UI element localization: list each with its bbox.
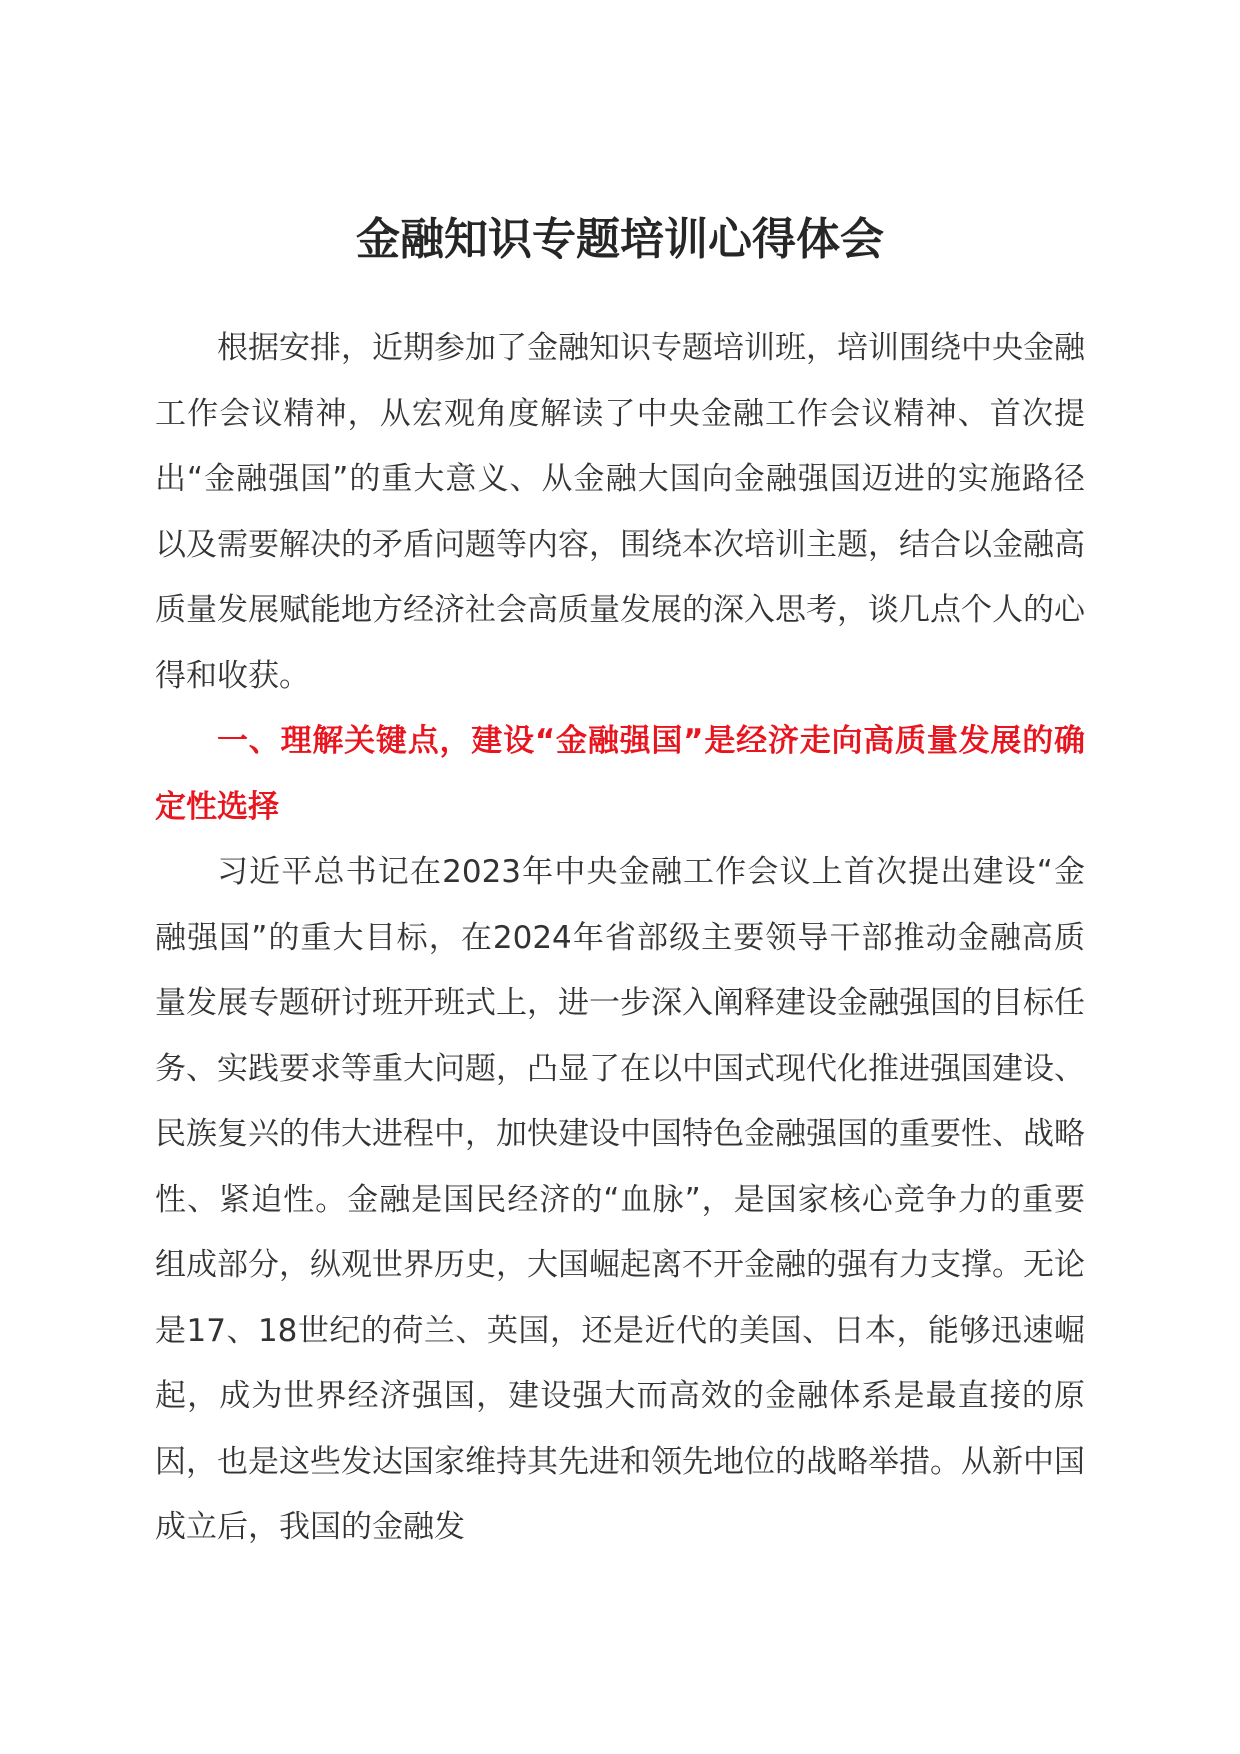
document-title: 金融知识专题培训心得体会 [356, 214, 884, 265]
section-heading-1: 一、理解关键点，建设“金融强国”是经济走向高质量发展的确定性选择 [155, 723, 1085, 825]
document-body [155, 316, 1085, 1561]
paragraph-intro: 根据安排，近期参加了金融知识专题培训班，培训围绕中央金融工作会议精神，从宏观角度解读了中央金融工作会议精神、首次提出“金融强国”的重大意义、从金融大国向金融强国迈进的实施路径以及需要解决的矛盾问题等内容，围绕本次培训主题，结合以金融高质量发展赋能地方经济社会高质量发展的深入思考，谈几点个人的心得和收获。 [155, 330, 1085, 694]
paragraph-section-1: 习近平总书记在2023年中央金融工作会议上首次提出建设“金融强国”的重大目标，在2024年省部级主要领导干部推动金融高质量发展专题研讨班开班式上，进一步深入阐释建设金融强国的目标任务、实践要求等重大问题，凸显了在以中国式现代化推进强国建设、民族复兴的伟大进程中，加快建设中国特色金融强国的重要性、战略性、紧迫性。金融是国民经济的“血脉”，是国家核心竞争力的重要组成部分，纵观世界历史，大国崛起离不开金融的强有力支撑。无论是17、18世纪的荷兰、英国，还是近代的美国、日本，能够迅速崛起，成为世界经济强国，建设强大而高效的金融体系是最直接的原因，也是这些发达国家维持其先进和领先地位的战略举措。从新中国成立后，我国的金融发 [155, 854, 1085, 1545]
